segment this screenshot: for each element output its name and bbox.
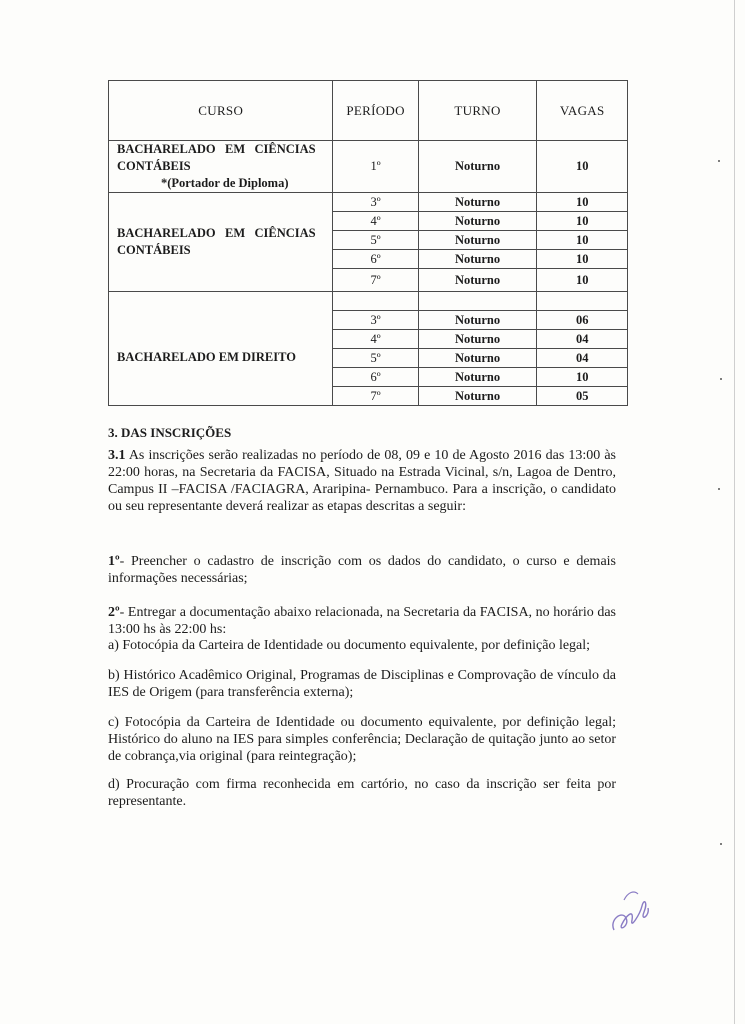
step-text: - Entregar a documentação abaixo relacionada, na Secretaria da FACISA, no horário das 13:00 hs às 22:00 hs: — [108, 605, 616, 637]
vagas-cell: 05 — [537, 387, 628, 406]
periodo-cell: 4º — [333, 212, 418, 231]
course-cell-contabeis — [109, 193, 333, 292]
section-title: 3. DAS INSCRIÇÕES — [108, 425, 232, 440]
turno-cell: Noturno — [418, 349, 537, 368]
turno-cell: Noturno — [418, 141, 537, 193]
header-periodo: PERÍODO — [333, 81, 418, 141]
vagas-cell: 10 — [537, 368, 628, 387]
course-name-line2: CONTÁBEIS — [117, 159, 191, 173]
turno-cell: Noturno — [418, 231, 537, 250]
periodo-cell: 1º — [333, 141, 418, 193]
spacer-cell — [109, 292, 333, 311]
course-name-line1: BACHARELADO EM CIÊNCIAS — [117, 226, 316, 240]
step-1 — [108, 553, 616, 587]
signature-initials — [604, 880, 654, 940]
paragraph-3-1 — [108, 447, 616, 515]
table-row — [109, 193, 628, 212]
course-note: *(Portador de Diploma) — [160, 176, 289, 190]
vagas-cell: 10 — [537, 250, 628, 269]
header-curso: CURSO — [109, 81, 333, 141]
vagas-cell: 06 — [537, 311, 628, 330]
course-cell-direito: BACHARELADO EM DIREITO — [109, 311, 333, 406]
periodo-cell: 3º — [333, 193, 418, 212]
periodo-cell: 6º — [333, 250, 418, 269]
periodo-cell: 5º — [333, 231, 418, 250]
vagas-cell: 04 — [537, 349, 628, 368]
item-a: a) Fotocópia da Carteira de Identidade ou documento equivalente, por definição legal; — [108, 638, 591, 653]
turno-cell: Noturno — [418, 269, 537, 292]
header-turno: TURNO — [418, 81, 537, 141]
course-name-line1: BACHARELADO EM CIÊNCIAS — [117, 142, 316, 156]
scan-speck — [718, 488, 720, 490]
vagas-cell: 10 — [537, 231, 628, 250]
vagas-cell: 10 — [537, 141, 628, 193]
periodo-cell: 4º — [333, 330, 418, 349]
spacer-cell — [537, 292, 628, 311]
spacer-cell — [333, 292, 418, 311]
header-vagas: VAGAS — [537, 81, 628, 141]
turno-cell: Noturno — [418, 368, 537, 387]
item-b: b) Histórico Acadêmico Original, Programas de Disciplinas e Comprovação de vínculo da IES de Origem (para transferência externa); — [108, 668, 616, 700]
scan-speck — [720, 843, 722, 845]
table-row — [109, 311, 628, 330]
turno-cell: Noturno — [418, 250, 537, 269]
turno-cell: Noturno — [418, 330, 537, 349]
periodo-cell: 7º — [333, 387, 418, 406]
turno-cell: Noturno — [418, 387, 537, 406]
vagas-cell: 10 — [537, 269, 628, 292]
course-cell-contabeis-diploma — [109, 141, 333, 193]
item-c: c) Fotocópia da Carteira de Identidade ou documento equivalente, por definição legal; Histórico do aluno na IES para simples conferência; Declaração de quitação junto ao setor de cobrança,via original (para reintegração); — [108, 715, 616, 764]
vagas-cell: 04 — [537, 330, 628, 349]
periodo-cell: 7º — [333, 269, 418, 292]
course-name-line2: CONTÁBEIS — [117, 243, 191, 257]
table-row — [109, 141, 628, 193]
vagas-cell: 10 — [537, 212, 628, 231]
turno-cell: Noturno — [418, 212, 537, 231]
table-spacer-row — [109, 292, 628, 311]
scan-speck — [718, 160, 720, 162]
table-header-row — [109, 81, 628, 141]
scan-speck — [720, 378, 722, 380]
turno-cell: Noturno — [418, 311, 537, 330]
item-d: d) Procuração com firma reconhecida em cartório, no caso da inscrição ser feita por representante. — [108, 777, 616, 809]
step-2 — [108, 604, 616, 638]
step-text: - Preencher o cadastro de inscrição com os dados do candidato, o curso e demais informações necessárias; — [108, 554, 616, 586]
periodo-cell: 6º — [333, 368, 418, 387]
vagas-cell: 10 — [537, 193, 628, 212]
turno-cell: Noturno — [418, 193, 537, 212]
periodo-cell: 5º — [333, 349, 418, 368]
page-edge — [734, 0, 735, 1024]
periodo-cell: 3º — [333, 311, 418, 330]
vacancies-table — [108, 80, 628, 406]
paragraph-text: As inscrições serão realizadas no período de 08, 09 e 10 de Agosto 2016 das 13:00 às 22:00 horas, na Secretaria da FACISA, Situado na Estrada Vicinal, s/n, Lagoa de Dentro, Campus II –FACISA /FACIAGRA, Araripina- Pernambuco. Para a inscrição, o candidato ou seu representante deverá realizar as etapas descritas a seguir: — [108, 448, 616, 514]
spacer-cell — [418, 292, 537, 311]
step-number: 1º — [108, 554, 120, 569]
paragraph-number: 3.1 — [108, 448, 126, 463]
step-number: 2º — [108, 605, 120, 620]
